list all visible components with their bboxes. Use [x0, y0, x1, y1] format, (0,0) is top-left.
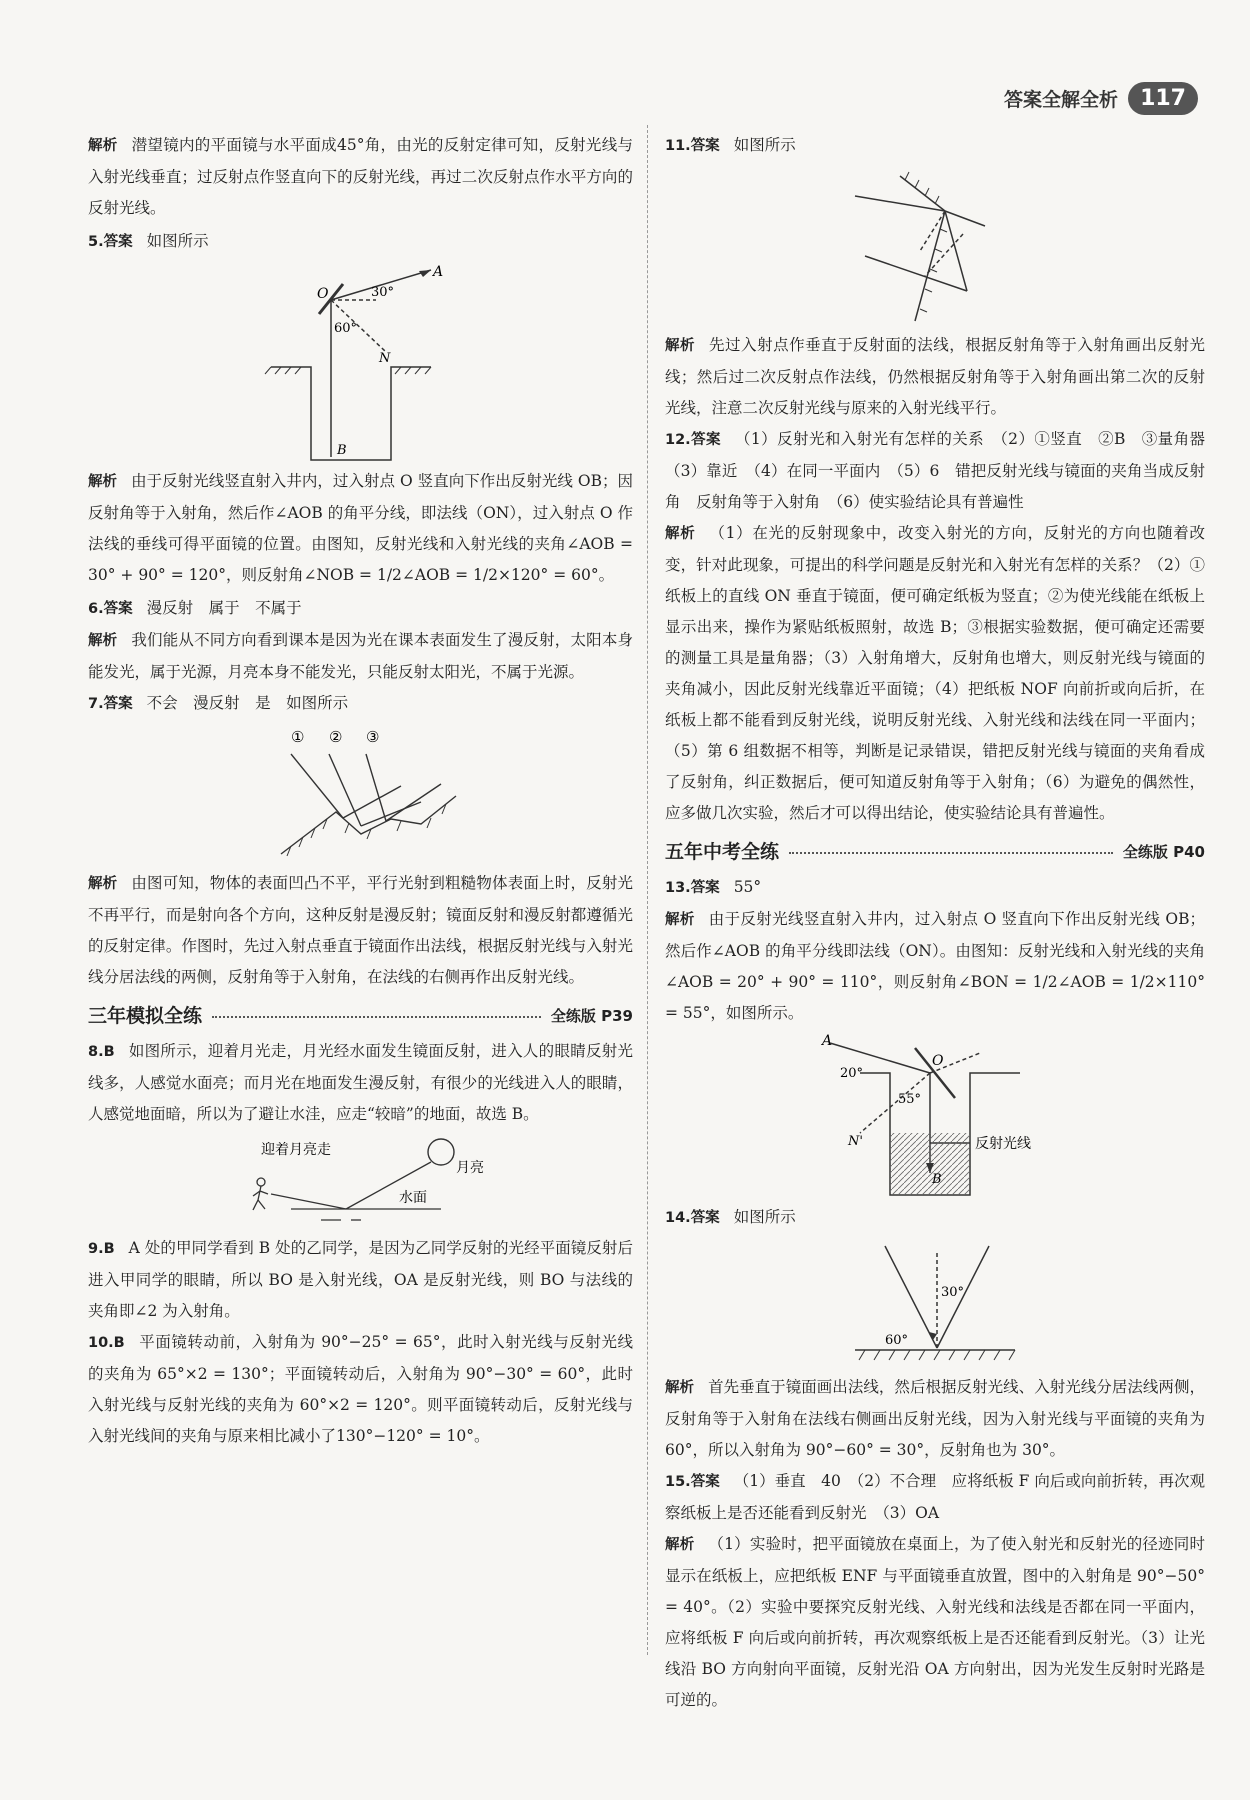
q13-label-o: O [932, 1053, 944, 1069]
q15-explanation: 解析 （1）实验时，把平面镜放在桌面上，为了使入射光和反射光的径迹同时显示在纸板上，应把纸板 ENF 与平面镜垂直放置，图中的入射角是 90°−50° = 40°。（2）实验中要探究反射光线、入射光线和法线是否都在同一平面内，应将纸板 F 向后或向前折转，再次观察纸板上是否还能看到反射光。（3）让光线沿 BO 方向射向平面镜，反射光沿 OA 方向射出，因为光发生反射时光路是可逆的。 [665, 1535, 1205, 1709]
section-three-year [88, 1001, 633, 1032]
section-five-year [665, 837, 1205, 868]
section-ref: 全练版 P39 [550, 1007, 633, 1025]
left-column [88, 130, 633, 1452]
q5-explanation: 解析 由于反射光线竖直射入井内，过入射点 O 竖直向下作出反射光线 OB；因反射角等于入射角，然后作∠AOB 的角平分线，即法线（ON），过入射点 O 作法线的垂线可得平面镜的位置。由图知，反射光线和入射光线的夹角∠AOB = 30° + 90° = 120°，则反射角∠NOB = 1/2∠AOB = 1/2×120° = 60°。 [88, 472, 634, 584]
q5-answer: 5.答案 如图所示 [88, 232, 209, 250]
page-header [1004, 82, 1198, 115]
q7-ray-2: ② [328, 728, 342, 746]
q8-water-label: 水面 [398, 1190, 427, 1206]
q10-answer: 10.B 平面镜转动前，入射角为 90°−25° = 65°，此时入射光线与反射光线的夹角为 65°×2 = 130°；平面镜转动后，入射角为 90°−30° = 60°，此时入射光线与反射光线的夹角为 60°×2 = 120°。则平面镜转动后，反射光线与入射光线间的夹角与原来相比减小了130°−120° = 10°。 [88, 1333, 633, 1445]
q5-angle-30: 30° [370, 285, 394, 300]
q13-angle-55: 55° [898, 1092, 922, 1107]
q14-explanation: 解析 首先垂直于镜面画出法线，然后根据反射光线、入射光线分居法线两侧，反射角等于入射角在法线右侧画出反射光线，因为入射光线与平面镜的夹角为 60°，所以入射角为 90°−60° = 30°，反射角也为 30°。 [665, 1378, 1205, 1459]
q7-explanation: 解析 由图可知，物体的表面凹凸不平，平行光射到粗糙物体表面上时，反射光不再平行，而是射向各个方向，这种反射是漫反射；镜面反射和漫反射都遵循光的反射定律。作图时，先过入射点垂直于镜面作出法线，根据反射光线与入射光线分居法线的两侧，反射角等于入射角，在法线的右侧再作出反射光线。 [88, 874, 633, 986]
q7-ray-3: ③ [365, 728, 379, 746]
header-title: 答案全解全析 [1004, 89, 1119, 111]
q8-moon-diagram [231, 1134, 491, 1229]
q8-answer: 8.B 如图所示，迎着月光走，月光经水面发生镜面反射，进入人的眼睛反射光线多，人感觉水面亮；而月光在地面发生漫反射，有很少的光线进入人的眼睛，人感觉地面暗，所以为了避让水洼，应走“较暗”的地面，故选 B。 [88, 1042, 633, 1123]
q6-explanation: 解析 我们能从不同方向看到课本是因为光在课本表面发生了漫反射，太阳本身能发光，属于光源，月亮本身不能发光，只能反射太阳光，不属于光源。 [88, 631, 633, 681]
q13-label-b: B [932, 1172, 942, 1187]
q6-answer: 6.答案 漫反射 属于 不属于 [88, 599, 302, 617]
q13-answer: 13.答案 55° [665, 878, 762, 896]
q5-label-o: O [316, 286, 328, 302]
q13-well-diagram [820, 1033, 1050, 1198]
q5-label-b: B [336, 443, 347, 458]
column-divider [647, 125, 648, 1655]
q8-moon-label: 月亮 [455, 1160, 484, 1176]
q13-label-a: A [822, 1033, 833, 1049]
q13-angle-20: 20° [840, 1066, 864, 1081]
q5-label-n: N [378, 351, 390, 366]
q11-explanation: 解析 先过入射点作垂直于反射面的法线，根据反射角等于入射角画出反射光线；然后过二次反射点作法线，仍然根据反射角等于入射角画出第二次的反射光线，注意二次反射光线与原来的入射光线平行。 [665, 336, 1205, 417]
right-column [665, 130, 1221, 1716]
q8-walk-label: 迎着月亮走 [260, 1142, 331, 1158]
q5-angle-60: 60° [333, 321, 357, 336]
q9-answer: 9.B A 处的甲同学看到 B 处的乙同学，是因为乙同学反射的光经平面镜反射后进入甲同学的眼睛，所以 BO 是入射光线，OA 是反射光线，则 BO 与法线的夹角即∠2 为入射角。 [88, 1239, 633, 1320]
q11-answer: 11.答案 如图所示 [665, 136, 796, 154]
q5-well-diagram [261, 262, 461, 462]
q7-diffuse-diagram [251, 724, 471, 864]
q5-label-a: A [432, 264, 443, 280]
q15-answer: 15.答案 （1）垂直 40 （2）不合理 应将纸板 F 向后或向前折转，再次观察纸板上是否还能看到反射光 （3）OA [665, 1472, 1205, 1522]
q12-explanation: 解析 （1）在光的反射现象中，改变入射光的方向，反射光的方向也随着改变，针对此现象，可提出的科学问题是反射光和入射光有怎样的关系？（2）①纸板上的直线 ON 垂直于镜面，便可确定纸板为竖直；②为使光线能在纸板上显示出来，操作为紧贴纸板照射，故选 B；③根据实验数据，便可确定还需要的测量工具是量角器；（3）入射角增大，反射角也增大，则反射光线与镜面的夹角减小，因此反射光线靠近平面镜；（4）把纸板 NOF 向前折或向后折，在纸板上都不能看到反射光线，说明反射光线、入射光线和法线在同一平面内；（5）第 6 组数据不相等，判断是记录错误，错把反射光线与镜面的夹角看成了反射角，纠正数据后，便可知道反射角等于入射角；（6）为避免的偶然性，应多做几次实验，然后才可以得出结论，使实验结论具有普遍性。 [665, 524, 1205, 822]
q11-mirror-diagram [845, 166, 1025, 326]
section-title: 三年模拟全练 [88, 1005, 203, 1027]
q14-angle-60: 60° [885, 1333, 909, 1348]
q13-explanation: 解析 由于反射光线竖直射入井内，过入射点 O 竖直向下作出反射光线 OB；然后作∠AOB 的角平分线即法线（ON）。由图知：反射光线和入射光线的夹角∠AOB = 20° + 90° = 110°，则反射角∠BON = 1/2∠AOB = 1/2×110° = 55°，如图所示。 [665, 910, 1206, 1022]
q13-label-n: N' [848, 1134, 863, 1149]
q14-answer: 14.答案 如图所示 [665, 1208, 796, 1226]
section-ref: 全练版 P40 [1122, 843, 1205, 861]
q12-answer: 12.答案 （1）反射光和入射光有怎样的关系 （2）①竖直 ②B ③量角器 （3）靠近 （4）在同一平面内 （5）6 错把反射光线与镜面的夹角当成反射角 反射角等于入射角 （6）使实验结论具有普遍性 [665, 430, 1221, 511]
q14-mirror-diagram [835, 1238, 1035, 1368]
q7-ray-1: ① [290, 728, 304, 746]
section-title: 五年中考全练 [665, 841, 780, 863]
q7-answer: 7.答案 不会 漫反射 是 如图所示 [88, 694, 349, 712]
page-number: 117 [1128, 82, 1198, 115]
q4-explanation: 解析 潜望镜内的平面镜与水平面成45°角，由光的反射定律可知，反射光线与入射光线垂直；过反射点作竖直向下的反射光线，再过二次反射点作水平方向的反射光线。 [88, 136, 634, 217]
q13-ray-label: 反射光线 [975, 1136, 1031, 1152]
q14-angle-30: 30° [941, 1285, 965, 1300]
